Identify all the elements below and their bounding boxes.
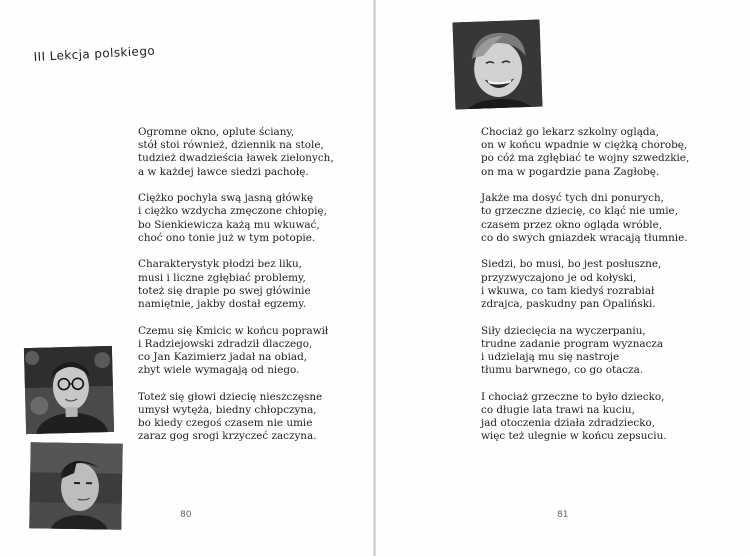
poem-line: przyzwyczajono je od kołyski, [481,271,637,284]
poem-line: zaraz gog srogi krzyczeć zaczyna. [138,430,317,443]
stanza [481,391,689,444]
poem-line: on ma w pogardzie pana Zagłobę. [481,165,660,178]
poem-line: co długie lata trawi na kuciu, [481,404,635,417]
poem-line: i udzielają mu się nastroje [481,351,620,364]
poem-line: to grzeczne dziecię, co kląć nie umie, [481,205,679,218]
photo-young-man-profile-icon [29,442,122,530]
poem-line: musi i liczne zgłębiać problemy, [138,271,306,284]
poem-line: zbyt wiele wymagają od niego. [138,364,300,377]
poem-line: Charakterystyk płodzi bez liku, [138,258,302,271]
book-gutter [373,0,376,556]
poem-line: Ciężko pochyla swą jasną główkę [138,192,314,205]
stanza [481,126,689,179]
poem-line: tudzież dwadzieścia ławek zielonych, [138,152,334,165]
stanza [138,126,334,179]
poem-line: Siedzi, bo musi, bo jest posłuszne, [481,258,662,271]
poem-line: więc też ulegnie w końcu zepsuciu. [481,430,667,443]
poem-line: zdrajca, paskudny pan Opaliński. [481,298,656,311]
poem-line: Chociaż go lekarz szkolny ogląda, [481,126,660,138]
poem-line: bo Sienkiewicza każą mu wkuwać, [138,218,320,231]
poem-line: bo kiedy czegoś czasem nie umie [138,417,313,430]
poem-left [138,126,334,457]
poem-line: tłumu barwnego, co go otacza. [481,364,644,377]
poem-line: on w końcu wpadnie w ciężką chorobę, [481,139,688,152]
poem-line: i wkuwa, co tam kiedyś rozrabiał [481,284,655,297]
poem-line: Czemu się Kmicic w końcu poprawił [138,324,329,337]
stanza [138,192,334,245]
stanza [481,192,689,245]
page-number-left: 80 [180,510,192,520]
poem-line: I chociaż grzeczne to było dziecko, [481,390,665,403]
poem-line: Siły dziecięcia na wyczerpaniu, [481,324,646,337]
poem-right [481,126,689,457]
poem-line: i Radziejowski zdradził dlaczego, [138,337,313,350]
poem-line: stół stoi również, dziennik na stole, [138,139,324,152]
photo-smiling-boy-icon [453,20,543,110]
stanza [138,325,334,378]
poem-line: jad otoczenia działa zdradziecko, [481,417,656,430]
poem-line: namiętnie, jakby dostał egzemy. [138,298,307,311]
poem-line: co Jan Kazimierz jadał na obiad, [138,351,308,364]
poem-line: trudne zadanie program wyznacza [481,337,664,350]
poem-line: co do swych gniazdek wracają tłumnie. [481,231,688,244]
stanza [481,325,689,378]
stanza [138,258,334,311]
page-number-right: 81 [557,510,569,520]
photo-man-with-glasses-icon [24,346,114,434]
stanza [138,391,334,444]
poem-line: po cóż ma zgłębiać te wojny szwedzkie, [481,152,690,165]
poem-line: czasem przez okno ogląda wróble, [481,218,663,231]
stanza [481,258,689,311]
poem-line: Toteż się głowi dziecię nieszczęsne [138,390,323,403]
poem-line: i ciężko wzdycha zmęczone chłopię, [138,205,327,218]
poem-line: Jakże ma dosyć tych dni ponurych, [481,192,664,205]
chapter-title: III Lekcja polskiego [33,43,156,64]
poem-line: Ogromne okno, oplute ściany, [138,126,295,138]
poem-line: toteż się drapie po swej główinie [138,284,311,297]
poem-line: choć ono tonie już w tym potopie. [138,231,316,244]
poem-line: a w każdej ławce siedzi pachołę. [138,165,309,178]
poem-line: umysł wytęża, biedny chłopczyna, [138,404,317,417]
